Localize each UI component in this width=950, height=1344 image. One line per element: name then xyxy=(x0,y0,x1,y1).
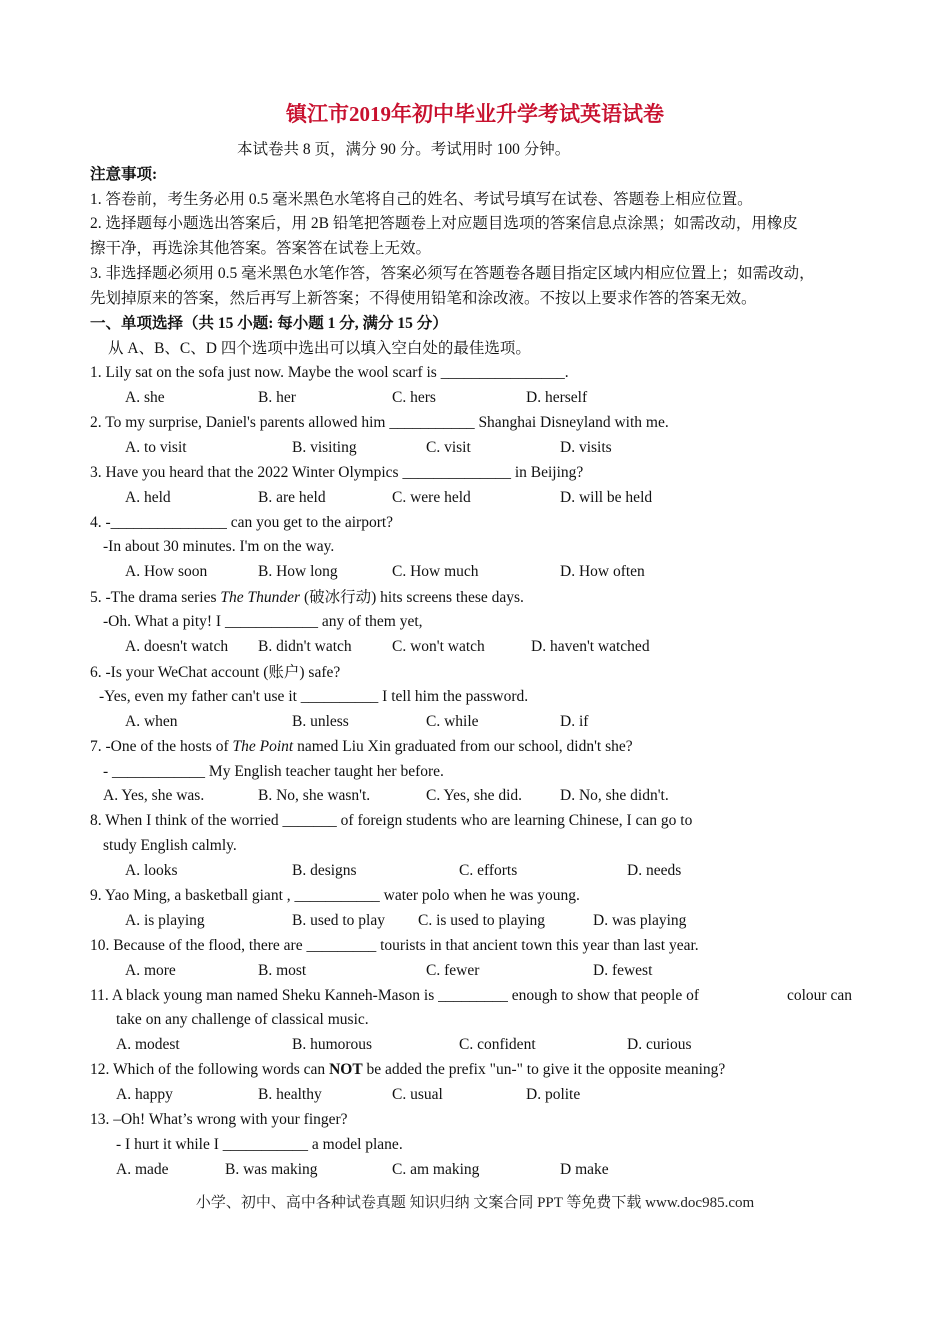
option-b: B. didn't watch xyxy=(258,638,352,655)
option-a: A. more xyxy=(125,962,176,979)
option-c: C. hers xyxy=(392,389,436,406)
option-c: C. Yes, she did. xyxy=(426,787,523,804)
drama-title: The Thunder xyxy=(220,589,301,606)
option-d: D. How often xyxy=(560,563,645,580)
question-5 xyxy=(90,587,524,609)
option-a: A. Yes, she was. xyxy=(103,787,205,804)
note-item-3a: 3. 非选择题必须用 0.5 毫米黑色水笔作答，答案必须写在答题卷各题目指定区域内相应位置上；如需改动， xyxy=(90,265,815,282)
option-a: A. when xyxy=(125,713,178,730)
question-12-post: be added the prefix "un-" to give it the opposite meaning? xyxy=(362,1061,726,1078)
question-12 xyxy=(90,1059,725,1081)
option-c: C. usual xyxy=(392,1086,443,1103)
question-8-cont: study English calmly. xyxy=(103,837,237,854)
option-b: B. used to play xyxy=(292,912,385,929)
note-item-2a: 2. 选择题每小题选出答案后，用 2B 铅笔把答题卷上对应题目选项的答案信息点涂黑；如需改动，用橡皮 xyxy=(90,215,798,232)
option-a: A. made xyxy=(116,1161,169,1178)
note-item-3b: 先划掉原来的答案，然后再写上新答案；不得使用铅笔和涂改液。不按以上要求作答的答案无效。 xyxy=(90,290,757,307)
option-c: C. while xyxy=(426,713,479,730)
question-13-reply: - I hurt it while I ___________ a model plane. xyxy=(116,1136,403,1153)
option-d: D. will be held xyxy=(560,489,653,506)
exam-subtitle: 本试卷共 8 页，满分 90 分。考试用时 100 分钟。 xyxy=(237,141,571,158)
question-7 xyxy=(90,736,633,758)
option-a: A. doesn't watch xyxy=(125,638,229,655)
option-a: A. she xyxy=(125,389,165,406)
option-c: C. won't watch xyxy=(392,638,485,655)
option-d: D. visits xyxy=(560,439,612,456)
notes-heading: 注意事项: xyxy=(90,166,158,183)
option-b: B. healthy xyxy=(258,1086,322,1103)
section-instruction: 从 A、B、C、D 四个选项中选出可以填入空白处的最佳选项。 xyxy=(108,340,531,357)
option-c: C. confident xyxy=(459,1036,536,1053)
show-title: The Point xyxy=(232,738,294,755)
option-b: B. most xyxy=(258,962,307,979)
option-d: D. No, she didn't. xyxy=(560,787,669,804)
question-8: 8. When I think of the worried _______ of foreign students who are learning Chinese, I can go to xyxy=(90,812,693,829)
question-1: 1. Lily sat on the sofa just now. Maybe the wool scarf is ________________. xyxy=(90,364,569,381)
question-7-pre: 7. -One of the hosts of xyxy=(90,738,233,755)
option-d: D. was playing xyxy=(593,912,687,929)
option-b: B. unless xyxy=(292,713,349,730)
page-title: 镇江市2019年初中毕业升学考试英语试卷 xyxy=(286,102,664,126)
option-d: D. if xyxy=(560,713,589,730)
option-c: C. How much xyxy=(392,563,479,580)
option-c: C. were held xyxy=(392,489,471,506)
question-11: 11. A black young man named Sheku Kanneh-Mason is _________ enough to show that people of xyxy=(90,987,700,1004)
question-4: 4. -_______________ can you get to the airport? xyxy=(90,514,394,531)
question-11-tail: colour can xyxy=(787,987,852,1004)
option-b: B. How long xyxy=(258,563,338,580)
option-a: A. happy xyxy=(116,1086,173,1103)
question-13: 13. –Oh! What’s wrong with your finger? xyxy=(90,1111,348,1128)
option-a: A. held xyxy=(125,489,171,506)
page-footer: 小学、初中、高中各种试卷真题 知识归纳 文案合同 PPT 等免费下载 www.doc985.com xyxy=(195,1195,755,1211)
note-item-2b: 擦干净，再选涂其他答案。答案答在试卷上无效。 xyxy=(90,240,432,257)
question-5-pre: 5. -The drama series xyxy=(90,589,221,606)
option-c: C. am making xyxy=(392,1161,480,1178)
option-d: D. polite xyxy=(526,1086,581,1103)
section-heading: 一、单项选择（共 15 小题: 每小题 1 分, 满分 15 分） xyxy=(90,315,448,332)
question-4-reply: -In about 30 minutes. I'm on the way. xyxy=(103,538,335,555)
option-a: A. is playing xyxy=(125,912,205,929)
note-item-1: 1. 答卷前，考生务必用 0.5 毫米黑色水笔将自己的姓名、考试号填写在试卷、答题卷上相应位置。 xyxy=(90,191,753,208)
option-b: B. visiting xyxy=(292,439,357,456)
emphasis-not: NOT xyxy=(329,1061,363,1078)
option-b: B. humorous xyxy=(292,1036,373,1053)
option-d: D. needs xyxy=(627,862,682,879)
question-3: 3. Have you heard that the 2022 Winter Olympics ______________ in Beijing? xyxy=(90,464,584,481)
option-d: D. haven't watched xyxy=(531,638,650,655)
option-a: A. modest xyxy=(116,1036,180,1053)
option-a: A. How soon xyxy=(125,563,208,580)
option-a: A. to visit xyxy=(125,439,187,456)
option-d: D. curious xyxy=(627,1036,692,1053)
question-2: 2. To my surprise, Daniel's parents allowed him ___________ Shanghai Disneyland with me. xyxy=(90,414,669,431)
option-d: D make xyxy=(560,1161,609,1178)
option-d: D. herself xyxy=(526,389,588,406)
question-12-pre: 12. Which of the following words can xyxy=(90,1061,330,1078)
option-c: C. visit xyxy=(426,439,471,456)
option-c: C. efforts xyxy=(459,862,518,879)
question-6: 6. -Is your WeChat account (账户) safe? xyxy=(90,664,341,681)
question-9: 9. Yao Ming, a basketball giant , ___________ water polo when he was young. xyxy=(90,887,580,904)
question-5-reply: -Oh. What a pity! I ____________ any of them yet, xyxy=(103,613,423,630)
option-b: B. was making xyxy=(225,1161,318,1178)
question-5-post: (破冰行动) hits screens these days. xyxy=(300,589,524,606)
option-c: C. fewer xyxy=(426,962,480,979)
option-b: B. No, she wasn't. xyxy=(258,787,371,804)
option-c: C. is used to playing xyxy=(418,912,546,929)
option-b: B. her xyxy=(258,389,296,406)
option-a: A. looks xyxy=(125,862,178,879)
question-7-reply: - ____________ My English teacher taught her before. xyxy=(103,763,444,780)
option-b: B. are held xyxy=(258,489,326,506)
option-b: B. designs xyxy=(292,862,357,879)
question-11-cont: take on any challenge of classical music. xyxy=(116,1011,369,1028)
question-10: 10. Because of the flood, there are _________ tourists in that ancient town this year than last year. xyxy=(90,937,699,954)
option-d: D. fewest xyxy=(593,962,653,979)
question-7-post: named Liu Xin graduated from our school, didn't she? xyxy=(293,738,633,755)
question-6-reply: -Yes, even my father can't use it __________ I tell him the password. xyxy=(99,688,529,705)
